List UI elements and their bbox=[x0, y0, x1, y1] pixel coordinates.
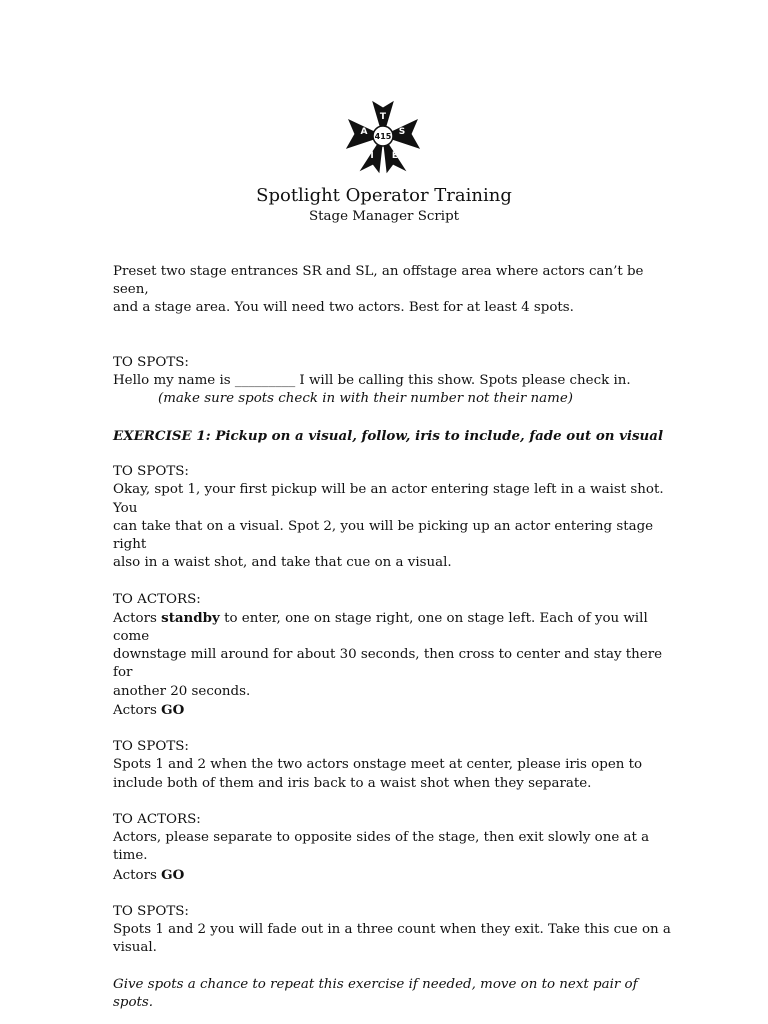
script-line: Okay, spot 1, your first pickup will be an actor entering stage left in a waist shot. You bbox=[113, 482, 664, 516]
intro-line: Preset two stage entrances SR and SL, an offstage area where actors can’t be seen, bbox=[113, 264, 644, 298]
standby-cue: standby bbox=[161, 609, 220, 626]
script-line: visual. bbox=[113, 940, 157, 956]
document-title: Spotlight Operator Training bbox=[256, 185, 512, 206]
logo-letter-s: S bbox=[398, 127, 406, 137]
section-heading: TO SPOTS: bbox=[113, 464, 189, 480]
section-heading: TO SPOTS: bbox=[113, 739, 189, 755]
exercise-title: EXERCISE 1: Pickup on a visual, follow, iris to include, fade out on visual bbox=[113, 427, 664, 444]
script-line: Spots 1 and 2 when the two actors onstage meet at center, please iris open to bbox=[113, 757, 643, 773]
script-line: Actors, please separate to opposite sides of the stage, then exit slowly one at a time. bbox=[113, 830, 650, 864]
script-line: Actors standby to enter, one on stage right, one on stage left. Each of you will come bbox=[113, 609, 648, 644]
script-line: another 20 seconds. bbox=[113, 683, 251, 699]
closing-note: Give spots a chance to repeat this exercise if needed, move on to next pair of spots. bbox=[113, 976, 638, 1010]
script-line: also in a waist shot, and take that cue on a visual. bbox=[113, 555, 452, 571]
script-line: downstage mill around for about 30 seconds, then cross to center and stay there for bbox=[113, 647, 663, 681]
script-line: Hello my name is _________ I will be calling this show. Spots please check in. bbox=[113, 373, 631, 389]
document-subtitle: Stage Manager Script bbox=[308, 209, 460, 224]
section-heading: TO ACTORS: bbox=[113, 812, 201, 827]
logo-letter-i: I bbox=[370, 151, 374, 161]
logo-number: 415 bbox=[374, 132, 392, 141]
logo-letter-a: A bbox=[360, 127, 368, 137]
go-cue: GO bbox=[161, 701, 185, 718]
section-heading: TO SPOTS: bbox=[113, 904, 189, 919]
script-body bbox=[113, 263, 673, 1012]
intro-line: and a stage area. You will need two actors. Best for at least 4 spots. bbox=[113, 300, 574, 316]
script-line: include both of them and iris back to a waist shot when they separate. bbox=[113, 775, 592, 791]
section-heading: TO ACTORS: bbox=[113, 591, 201, 607]
script-line: can take that on a visual. Spot 2, you will be picking up an actor entering stage right bbox=[113, 518, 654, 552]
go-cue: GO bbox=[161, 866, 185, 883]
logo-letter-e: E bbox=[391, 151, 399, 161]
script-line: Spots 1 and 2 you will fade out in a three count when they exit. Take this cue on a bbox=[113, 922, 671, 938]
go-line: Actors GO bbox=[113, 701, 185, 718]
logo-letter-t: T bbox=[379, 112, 387, 122]
iatse-logo bbox=[343, 98, 423, 174]
stage-note: (make sure spots check in with their number not their name) bbox=[158, 391, 573, 407]
section-heading: TO SPOTS: bbox=[113, 355, 189, 370]
go-line: Actors GO bbox=[113, 866, 185, 883]
